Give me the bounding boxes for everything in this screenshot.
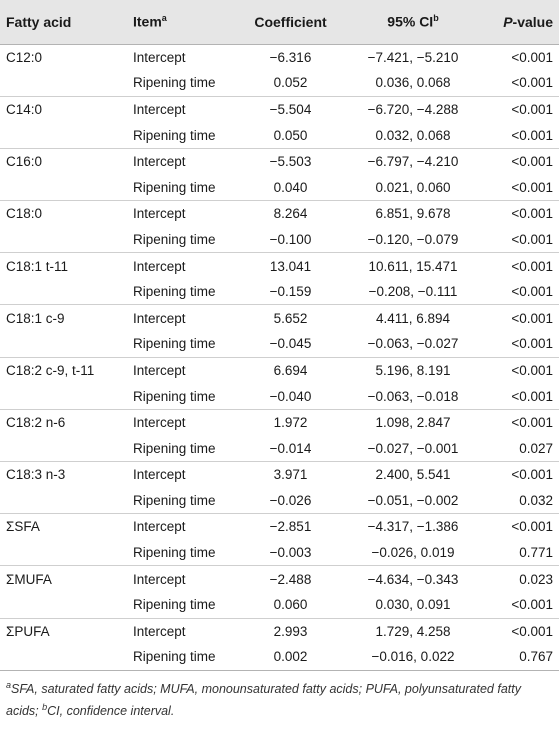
header-item-label: Item (133, 14, 162, 31)
fatty-acid-cell (0, 592, 129, 618)
fatty-acid-cell (0, 540, 129, 566)
ci-cell: 6.851, 9.678 (341, 201, 485, 227)
fatty-acid-cell: ΣPUFA (0, 618, 129, 644)
header-p-rest: -value (512, 13, 553, 30)
header-row (0, 0, 559, 44)
p-value-cell: <0.001 (511, 231, 553, 247)
table-row (0, 253, 559, 279)
table-row (0, 174, 559, 200)
footnote-text-b: CI, confidence interval. (47, 704, 175, 719)
item-cell: Intercept (133, 49, 186, 65)
header-ci-label: 95% CI (387, 14, 434, 31)
coefficient-cell: −0.026 (269, 492, 312, 508)
p-value-cell: <0.001 (511, 284, 553, 300)
coefficient-cell: 6.694 (240, 357, 341, 383)
header-ci (341, 0, 485, 44)
coefficient-cell: 2.993 (240, 618, 341, 644)
header-fatty-acid: Fatty acid (0, 0, 129, 44)
coefficient-cell: −0.159 (269, 284, 312, 300)
p-value-cell: 0.023 (485, 566, 559, 592)
fatty-acid-cell (0, 383, 129, 409)
header-item (129, 0, 240, 44)
fatty-acid-cell (0, 644, 129, 670)
ci-cell: 0.021, 0.060 (375, 179, 451, 195)
coefficient-cell: 0.060 (273, 597, 308, 613)
ci-cell: 10.611, 15.471 (341, 253, 485, 279)
fatty-acid-cell (0, 122, 129, 148)
fatty-acid-cell (0, 331, 129, 357)
p-value-cell: <0.001 (485, 305, 559, 331)
fatty-acid-cell: ΣMUFA (0, 566, 129, 592)
table-row (0, 44, 559, 70)
item-cell: Ripening time (133, 440, 216, 456)
coefficient-cell: 0.050 (273, 127, 308, 143)
p-value-cell: <0.001 (511, 75, 553, 91)
item-cell: Ripening time (129, 644, 240, 670)
table-row (0, 305, 559, 331)
item-cell: Ripening time (133, 75, 216, 91)
item-cell: Intercept (129, 514, 240, 540)
coefficient-cell: −0.045 (269, 336, 312, 352)
fatty-acid-cell: C12:0 (6, 49, 43, 65)
item-cell: Ripening time (133, 284, 216, 300)
ci-cell: 0.036, 0.068 (375, 75, 451, 91)
coefficient-cell: −0.014 (269, 440, 312, 456)
table-row (0, 148, 559, 174)
fatty-acid-cell: C14:0 (0, 96, 129, 122)
fatty-acid-cell (0, 279, 129, 305)
footnote-text-a: SFA, saturated fatty acids; MUFA, monounsaturated fatty acids; PUFA, polyunsaturated fatty acids; (6, 681, 521, 719)
item-cell: Ripening time (133, 545, 216, 561)
p-value-cell: <0.001 (485, 357, 559, 383)
ci-cell: −4.317, −1.386 (341, 514, 485, 540)
item-cell: Ripening time (133, 336, 216, 352)
item-cell: Ripening time (133, 492, 216, 508)
p-value-cell: <0.001 (485, 201, 559, 227)
p-value-cell: 0.771 (519, 545, 553, 561)
table-row (0, 435, 559, 461)
item-cell: Intercept (129, 148, 240, 174)
table-row (0, 644, 559, 670)
item-cell: Ripening time (133, 127, 216, 143)
fatty-acid-cell: C16:0 (0, 148, 129, 174)
coefficient-cell: 8.264 (240, 201, 341, 227)
coefficient-cell: −2.488 (240, 566, 341, 592)
ci-cell: −0.016, 0.022 (341, 644, 485, 670)
ci-cell: 2.400, 5.541 (341, 462, 485, 488)
coefficient-cell: 3.971 (240, 462, 341, 488)
fatty-acid-cell: C18:3 n-3 (0, 462, 129, 488)
table-row (0, 96, 559, 122)
item-cell: Intercept (129, 566, 240, 592)
ci-cell: −0.063, −0.018 (367, 388, 459, 404)
table-row (0, 566, 559, 592)
item-cell: Intercept (129, 201, 240, 227)
fatty-acid-cell: C18:1 t-11 (0, 253, 129, 279)
coefficient-cell: −0.040 (269, 388, 312, 404)
p-value-cell: <0.001 (511, 336, 553, 352)
item-cell: Ripening time (133, 388, 216, 404)
header-coefficient: Coefficient (240, 0, 341, 44)
p-value-cell: <0.001 (485, 618, 559, 644)
coefficient-cell: −0.003 (269, 545, 312, 561)
fatty-acid-cell (0, 227, 129, 253)
table-row (0, 201, 559, 227)
table-row (0, 122, 559, 148)
item-cell: Intercept (129, 253, 240, 279)
table-row (0, 70, 559, 96)
fatty-acid-cell: C18:1 c-9 (0, 305, 129, 331)
ci-cell: −6.797, −4.210 (341, 148, 485, 174)
ci-cell: 5.196, 8.191 (341, 357, 485, 383)
header-ci-footnote-mark: b (433, 13, 439, 24)
table-row (0, 383, 559, 409)
ci-cell: 0.032, 0.068 (375, 127, 451, 143)
fatty-acid-cell (0, 488, 129, 514)
p-value-cell: <0.001 (511, 597, 553, 613)
coefficient-cell: 0.002 (240, 644, 341, 670)
p-value-cell: 0.027 (519, 440, 553, 456)
item-cell: Ripening time (133, 179, 216, 195)
ci-cell: 0.030, 0.091 (375, 597, 451, 613)
item-cell: Intercept (129, 618, 240, 644)
p-value-cell: <0.001 (511, 127, 553, 143)
ci-cell: −0.026, 0.019 (371, 545, 455, 561)
p-value-cell: 0.032 (519, 492, 553, 508)
coefficient-cell: 1.972 (240, 409, 341, 435)
table-row (0, 592, 559, 618)
table-footnote (0, 671, 559, 720)
item-cell: Intercept (129, 357, 240, 383)
fatty-acid-cell (0, 70, 129, 96)
coefficient-cell: 13.041 (240, 253, 341, 279)
coefficient-cell: −6.316 (269, 49, 312, 65)
p-value-cell: <0.001 (511, 49, 553, 65)
fatty-acid-cell: ΣSFA (0, 514, 129, 540)
item-cell: Intercept (129, 462, 240, 488)
coefficient-cell: 0.052 (273, 75, 308, 91)
fatty-acid-cell (0, 435, 129, 461)
table-row (0, 462, 559, 488)
p-value-cell: 0.767 (485, 644, 559, 670)
p-value-cell: <0.001 (485, 462, 559, 488)
footnote-mark-b: b (42, 701, 48, 712)
ci-cell: −0.208, −0.111 (368, 284, 458, 300)
item-cell: Intercept (129, 305, 240, 331)
item-cell: Ripening time (133, 231, 216, 247)
table-row (0, 331, 559, 357)
fatty-acid-cell: C18:2 c-9, t-11 (0, 357, 129, 383)
coefficient-cell: 5.652 (240, 305, 341, 331)
ci-cell: −7.421, −5.210 (367, 49, 459, 65)
ci-cell: 4.411, 6.894 (341, 305, 485, 331)
table-row (0, 279, 559, 305)
item-cell: Ripening time (133, 597, 216, 613)
p-value-cell: <0.001 (511, 388, 553, 404)
table-row (0, 540, 559, 566)
coefficient-cell: −5.504 (240, 96, 341, 122)
table-row (0, 514, 559, 540)
ci-cell: −4.634, −0.343 (341, 566, 485, 592)
p-value-cell: <0.001 (485, 514, 559, 540)
p-value-cell: <0.001 (485, 148, 559, 174)
fatty-acid-cell: C18:2 n-6 (0, 409, 129, 435)
coefficient-cell: 0.040 (273, 179, 308, 195)
ci-cell: −6.720, −4.288 (341, 96, 485, 122)
table-row (0, 618, 559, 644)
item-cell: Intercept (129, 96, 240, 122)
header-item-footnote-mark: a (161, 13, 167, 24)
ci-cell: −0.120, −0.079 (367, 231, 459, 247)
table-row (0, 227, 559, 253)
p-value-cell: <0.001 (485, 253, 559, 279)
header-p-value (485, 0, 559, 44)
footnote-mark-a: a (6, 679, 12, 690)
table-row (0, 409, 559, 435)
fatty-acid-cell: C18:0 (0, 201, 129, 227)
ci-cell: 1.729, 4.258 (341, 618, 485, 644)
fatty-acid-cell (0, 174, 129, 200)
ci-cell: −0.027, −0.001 (367, 440, 459, 456)
item-cell: Intercept (129, 409, 240, 435)
table-row (0, 488, 559, 514)
p-value-cell: <0.001 (511, 179, 553, 195)
ci-cell: 1.098, 2.847 (341, 409, 485, 435)
ci-cell: −0.051, −0.002 (367, 492, 459, 508)
header-p-italic: P (503, 13, 513, 30)
coefficient-cell: −0.100 (269, 231, 312, 247)
p-value-cell: <0.001 (485, 96, 559, 122)
table-row (0, 357, 559, 383)
p-value-cell: <0.001 (485, 409, 559, 435)
coefficient-cell: −2.851 (240, 514, 341, 540)
coefficient-cell: −5.503 (240, 148, 341, 174)
table-body (0, 44, 559, 670)
ci-cell: −0.063, −0.027 (367, 336, 459, 352)
